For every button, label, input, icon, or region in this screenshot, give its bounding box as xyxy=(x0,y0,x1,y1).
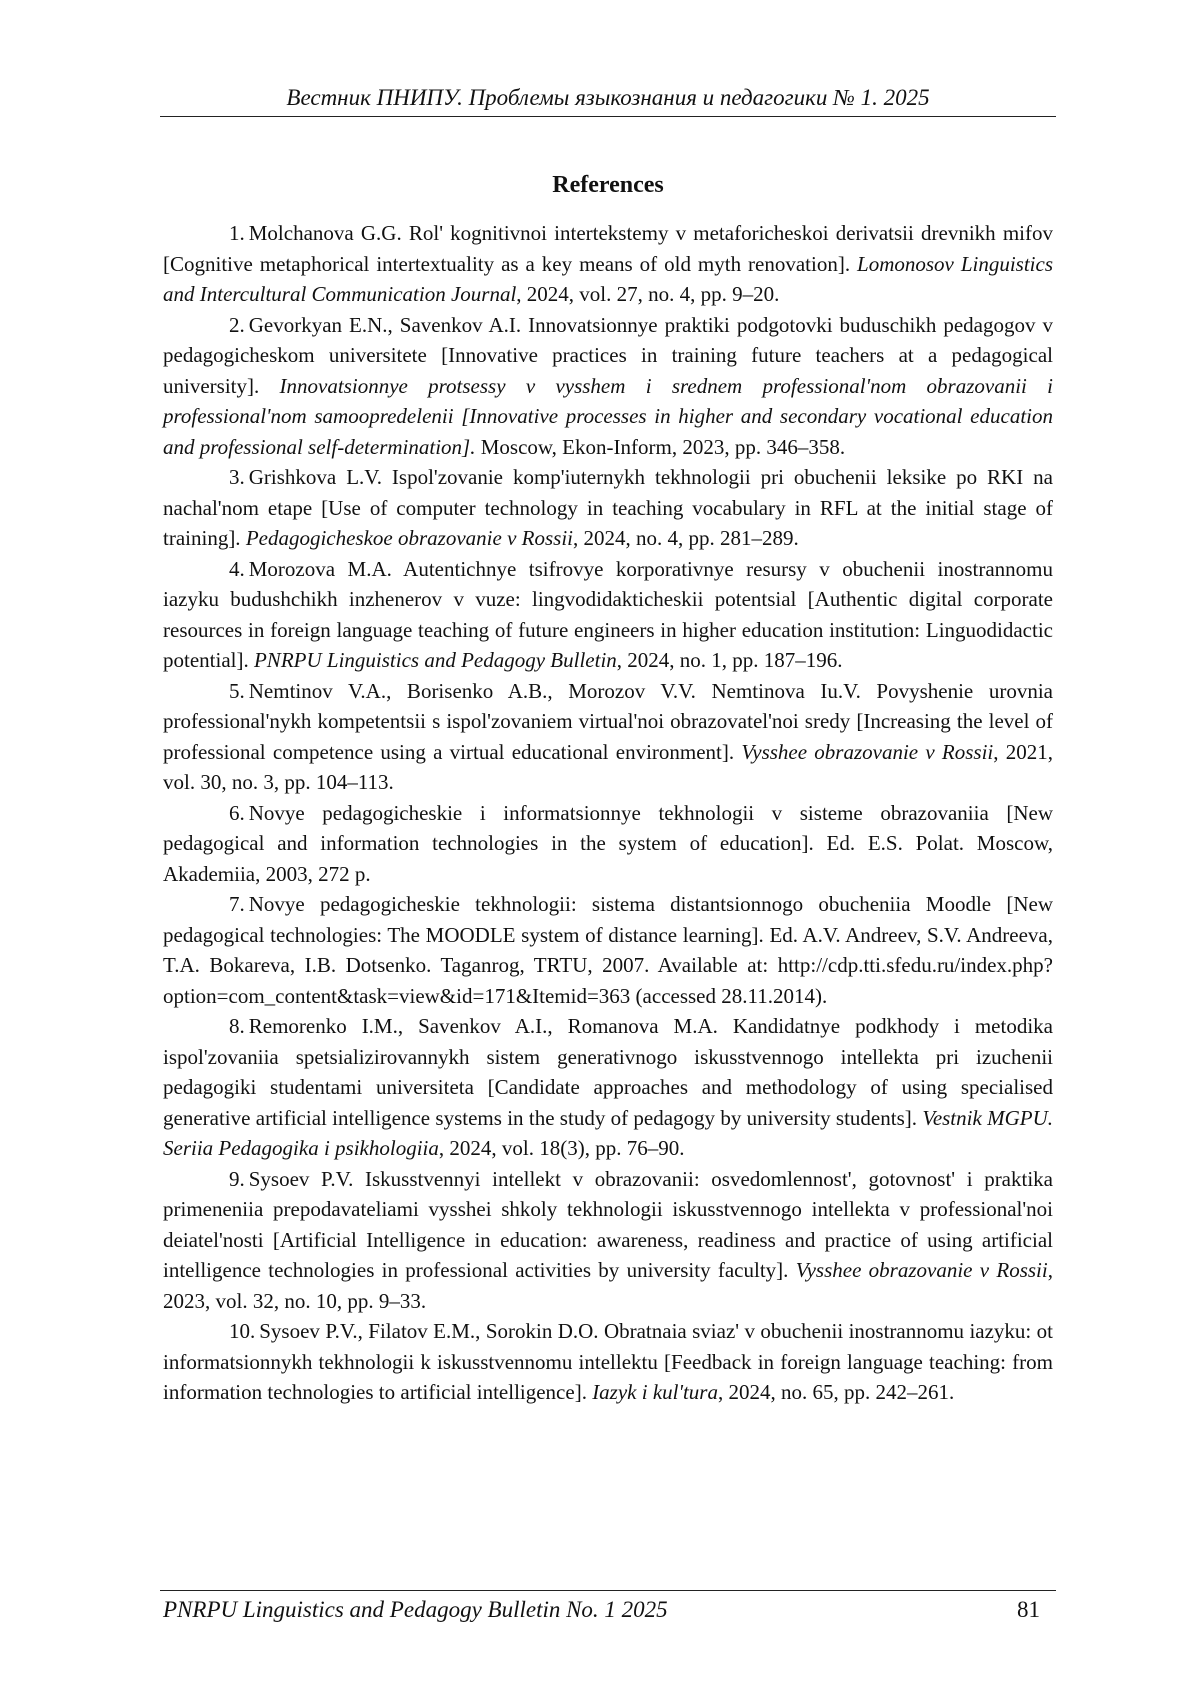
reference-text: Novye pedagogicheskie tekhnologii: sistema distantsionnogo obucheniia Moodle [New pedagogical technologies: The MOODLE system of distance learning]. Ed. A.V. Andreev, S.V. Andreeva, T.A. Bokareva, I.B. Dotsenko. Taganrog, TRTU, 2007. Available at: http://cdp.tti.sfedu.ru/index.php?option=com_content&task=view&id=171&Itemid=363 (accessed 28.11.2014). xyxy=(163,892,1053,1008)
reference-number: 6. xyxy=(229,800,245,825)
reference-item-7 xyxy=(163,889,1053,1011)
reference-item-10 xyxy=(163,1316,1053,1408)
references-heading: References xyxy=(552,172,664,198)
reference-source-title: Pedagogicheskoe obrazovanie v Rossii xyxy=(245,526,573,550)
reference-details: Moscow, Ekon-Inform, 2023, pp. 346–358. xyxy=(475,434,846,459)
page-number: 81 xyxy=(1017,1597,1040,1622)
reference-source-title: Iazyk i kul'tura xyxy=(592,1380,718,1404)
reference-details: , 2024, no. 1, pp. 187–196. xyxy=(616,648,843,672)
footer-divider xyxy=(160,1590,1056,1591)
reference-number: 7. xyxy=(229,892,245,916)
running-header: Вестник ПНИПУ. Проблемы языкознания и педагогики № 1. 2025 xyxy=(160,83,1056,117)
reference-details: , 2024, vol. 18(3), pp. 76–90. xyxy=(438,1136,685,1160)
reference-details: , 2023, vol. 32, no. 10, pp. 9–33. xyxy=(163,1258,1053,1313)
reference-source-title: Vestnik MGPU. Seriia Pedagogika i psikhologiia xyxy=(163,1105,1053,1160)
reference-text: Nemtinov V.A., Borisenko A.B., Morozov V.V. Nemtinova Iu.V. Povyshenie urovnia professional'nykh kompetentsii s ispol'zovaniem virtual'noi obrazovatel'noi sredy [Increasing the level of professional competence using a virtual educational environment]. xyxy=(163,678,1053,764)
reference-number: 9. xyxy=(229,1166,245,1191)
reference-text: Sysoev P.V. Iskusstvennyi intellekt v obrazovanii: osvedomlennost', gotovnost' i praktika primeneniia prepodavateliami vysshei shkoly tekhnologii iskusstvennogo intellekta v professional'noi deiatel'nosti [Artificial Intelligence in education: awareness, readiness and practice of using artificial intelligence technologies in professional activities by university faculty]. xyxy=(163,1166,1053,1282)
reference-text: Morozova M.A. Autentichnye tsifrovye korporativnye resursy v obuchenii inostrannomu iazyku budushchikh inzhenerov v vuze: lingvodidakticheskii potentsial [Authentic digital corporate resources in foreign language teaching of future engineers in higher education institution: Linguodidactic potential]. xyxy=(163,556,1053,672)
reference-source-title: Lomonosov Linguistics and Intercultural Communication Journal xyxy=(163,251,1054,306)
reference-source-title: Vysshee obrazovanie v Rossii xyxy=(795,1258,1048,1282)
reference-item-1 xyxy=(163,218,1053,310)
reference-details: , 2021, vol. 30, no. 3, pp. 104–113. xyxy=(163,739,1053,794)
reference-item-6 xyxy=(163,798,1053,890)
reference-text: Remorenko I.M., Savenkov A.I., Romanova M.A. Kandidatnye podkhody i metodika ispol'zovaniia spetsializirovannykh sistem generativnogo iskusstvennogo intellekta pri izuchenii pedagogiki studentami universiteta [Candidate approaches and methodology of using specialised generative artificial intelligence systems in the study of pedagogy by university students]. xyxy=(163,1014,1053,1130)
reference-item-5 xyxy=(163,676,1053,798)
reference-text: Sysoev P.V., Filatov E.M., Sorokin D.O. Obratnaia sviaz' v obuchenii inostrannomu iazyku: ot informatsionnykh tekhnologii k iskusstvennomu intellektu [Feedback in foreign language teaching: from information technologies to artificial intelligence]. xyxy=(163,1319,1053,1404)
reference-text: Gevorkyan E.N., Savenkov A.I. Innovatsionnye praktiki podgotovki buduschikh pedagogov v pedagogicheskom universitete [Innovative practices in training future teachers at a pedagogical university]. xyxy=(163,312,1053,398)
references-list xyxy=(163,218,1053,1408)
reference-item-9 xyxy=(163,1164,1053,1317)
reference-details: , 2024, no. 65, pp. 242–261. xyxy=(717,1380,955,1404)
reference-details: , 2024, vol. 27, no. 4, pp. 9–20. xyxy=(516,282,780,306)
footer-journal-title: PNRPU Linguistics and Pedagogy Bulletin No. 1 2025 xyxy=(163,1597,668,1622)
reference-source-title: PNRPU Linguistics and Pedagogy Bulletin xyxy=(253,648,617,672)
reference-source-title: Vysshee obrazovanie v Rossii xyxy=(741,739,994,764)
reference-number: 4. xyxy=(229,556,245,581)
reference-number: 3. xyxy=(229,465,245,489)
reference-number: 5. xyxy=(229,678,245,703)
reference-item-4 xyxy=(163,554,1053,676)
reference-item-3 xyxy=(163,462,1053,554)
reference-text: Novye pedagogicheskie i informatsionnye tekhnologii v sisteme obrazovaniia [New pedagogical and information technologies in the system of education]. Ed. E.S. Polat. Moscow, Akademiia, 2003, 272 p. xyxy=(163,800,1053,886)
reference-number: 2. xyxy=(229,312,245,337)
reference-details: , 2024, no. 4, pp. 281–289. xyxy=(572,526,799,550)
reference-number: 8. xyxy=(229,1014,245,1038)
reference-text: Molchanova G.G. Rol' kognitivnoi intertekstemy v metaforicheskoi derivatsii drevnikh mifov [Cognitive metaphorical intertextuality as a key means of old myth renovation]. xyxy=(163,221,1053,276)
reference-number: 10. xyxy=(229,1319,256,1343)
reference-item-2 xyxy=(163,310,1053,463)
reference-number: 1. xyxy=(229,221,245,245)
reference-source-title: Innovatsionnye protsessy v vysshem i srednem professional'nom obrazovanii i professional'nom samoopredelenii [Innovative processes in higher and secondary vocational education and professional self-determination]. xyxy=(163,373,1054,459)
reference-item-8 xyxy=(163,1011,1053,1164)
reference-text: Grishkova L.V. Ispol'zovanie komp'iuternykh tekhnologii pri obuchenii leksike po RKI na nachal'nom etape [Use of computer technology in teaching vocabulary in RFL at the initial stage of training]. xyxy=(163,465,1053,550)
